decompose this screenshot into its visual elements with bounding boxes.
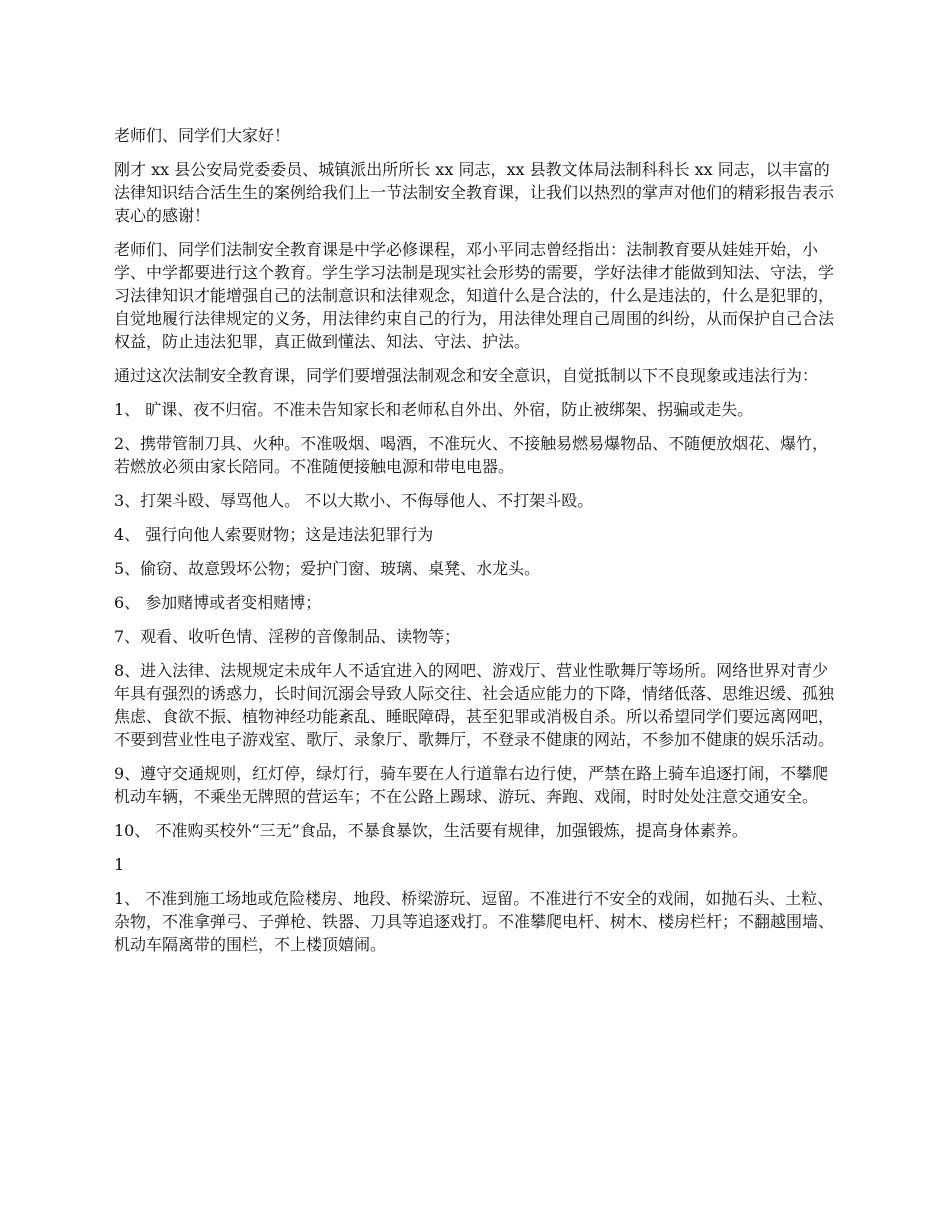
list-item-1: 1、 旷课、夜不归宿。不准未告知家长和老师私自外出、外宿，防止被绑架、拐骗或走失。	[114, 400, 754, 419]
list-item-7: 7、观看、收听色情、淫秽的音像制品、读物等；	[114, 627, 461, 646]
list-item-3: 3、打架斗殴、辱骂他人。 不以大欺小、不侮辱他人、不打架斗殴。	[114, 491, 594, 510]
list-item-section2-1: 1、 不准到施工场地或危险楼房、地段、桥梁游玩、逗留。不准进行不安全的戏闹，如抛石头、土粒、杂物，不准拿弹弓、子弹枪、铁器、刀具等追逐戏打。不准攀爬电杆、树木、楼房栏杆；不翻越围墙、机动车隔离带的围栏，不上楼顶嬉闹。	[114, 889, 835, 954]
section-number: 1	[114, 855, 125, 874]
intro-paragraph: 老师们、同学们法制安全教育课是中学必修课程，邓小平同志曾经指出：法制教育要从娃娃开始，小学、中学都要进行这个教育。学生学习法制是现实社会形势的需要，学好法律才能做到知法、守法，学习法律知识才能增强自己的法制意识和法律观念，知道什么是合法的，什么是违法的，什么是犯罪的，自觉地履行法律规定的义务，用法律约束自己的行为，用法律处理自己周围的纠纷，从而保护自己合法权益，防止违法犯罪，真正做到懂法、知法、守法、护法。	[114, 240, 835, 351]
list-item-9: 9、遵守交通规则，红灯停，绿灯行，骑车要在人行道靠右边行使，严禁在路上骑车追逐打闹，不攀爬机动车辆，不乘坐无牌照的营运车；不在公路上踢球、游玩、奔跑、戏闹，时时处处注意交通安全。	[114, 764, 829, 806]
list-item-4: 4、 强行向他人索要财物；这是违法犯罪行为	[114, 525, 434, 544]
thanks-paragraph: 刚才 xx 县公安局党委委员、城镇派出所所长 xx 同志，xx 县教文体局法制科科长 xx 同志，以丰富的法律知识结合活生生的案例给我们上一节法制安全教育课，让我们以热烈的掌声对他们的精彩报告表示衷心的感谢！	[114, 160, 835, 225]
list-item-5: 5、偷窃、故意毁坏公物；爱护门窗、玻璃、桌凳、水龙头。	[114, 559, 541, 578]
document-body	[114, 124, 844, 967]
transition-paragraph: 通过这次法制安全教育课，同学们要增强法制观念和安全意识，自觉抵制以下不良现象或违法行为：	[114, 366, 819, 385]
list-item-2: 2、携带管制刀具、火种。不准吸烟、喝酒，不准玩火、不接触易燃易爆物品、不随便放烟花、爆竹，若燃放必须由家长陪同。不准随便接触电源和带电电器。	[114, 434, 829, 476]
list-item-6: 6、 参加赌博或者变相赌博；	[114, 593, 322, 612]
list-item-10: 10、 不准购买校外“三无”食品，不暴食暴饮，生活要有规律，加强锻炼，提高身体素养。	[114, 821, 748, 840]
list-item-8: 8、进入法律、法规规定未成年人不适宜进入的网吧、游戏厅、营业性歌舞厅等场所。网络世界对青少年具有强烈的诱惑力，长时间沉溺会导致人际交往、社会适应能力的下降，情绪低落、思维迟缓、孤独焦虑、食欲不振、植物神经功能紊乱、睡眠障碍，甚至犯罪或消极自杀。所以希望同学们要远离网吧，不要到营业性电子游戏室、歌厅、录象厅、歌舞厅，不登录不健康的网站，不参加不健康的娱乐活动。	[114, 661, 835, 749]
greeting-paragraph: 老师们、同学们大家好！	[114, 126, 291, 145]
